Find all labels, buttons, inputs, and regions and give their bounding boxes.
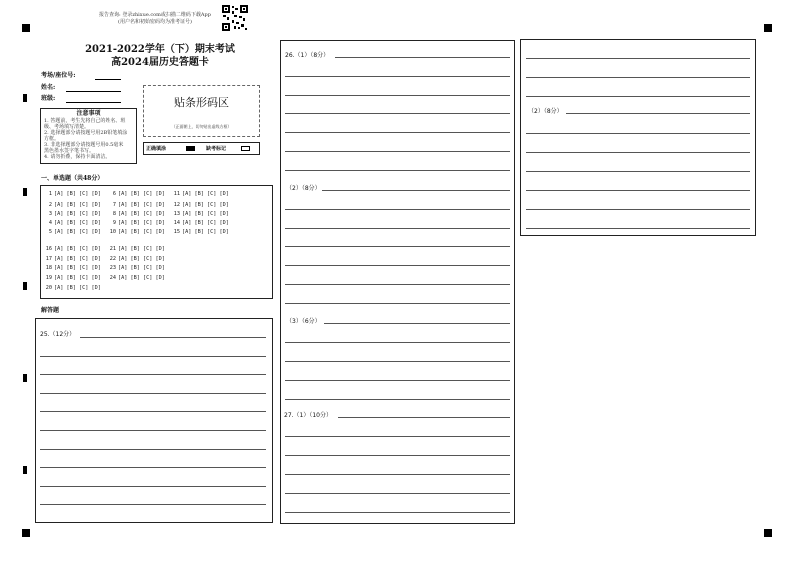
choice-question-number: 9 — [112, 220, 116, 226]
answer-line[interactable] — [526, 228, 750, 229]
barcode-note: （正面朝上，切勿贴出虚线方框） — [171, 124, 232, 129]
choice-question-number: 20 — [45, 285, 52, 291]
notice-line: 4. 请勿折叠，保持卡面清洁。 — [44, 154, 111, 160]
side-mark — [23, 466, 27, 474]
choice-question-21[interactable] — [108, 246, 165, 252]
choice-question-19[interactable] — [44, 275, 101, 281]
answer-line[interactable] — [324, 323, 510, 324]
choice-options[interactable]: [A] [B] [C] [D] — [118, 246, 165, 252]
answer-line[interactable] — [40, 504, 266, 505]
choice-question-9[interactable] — [108, 220, 165, 226]
choice-options[interactable]: [A] [B] [C] [D] — [54, 256, 101, 262]
choice-options[interactable]: [A] [B] [C] [D] — [118, 191, 165, 197]
answer-line[interactable] — [285, 436, 510, 437]
ad-line-2: (用户名和初始密码均为准考证号) — [118, 19, 192, 25]
corner-mark-top-left — [22, 24, 30, 32]
answer-line[interactable] — [526, 133, 750, 134]
choice-options[interactable]: [A] [B] [C] [D] — [182, 229, 229, 235]
q27-1-label: 27.（1）（10分） — [284, 412, 332, 419]
choice-question-number: 22 — [109, 256, 116, 262]
answer-line[interactable] — [322, 190, 510, 191]
answer-line[interactable] — [526, 152, 750, 153]
choice-question-12[interactable] — [172, 202, 229, 208]
choice-options[interactable]: [A] [B] [C] [D] — [54, 220, 101, 226]
answer-line[interactable] — [285, 209, 510, 210]
fill-legend — [143, 142, 260, 155]
choice-options[interactable]: [A] [B] [C] [D] — [118, 275, 165, 281]
answer-line[interactable] — [335, 57, 510, 58]
choice-question-13[interactable] — [172, 211, 229, 217]
answer-line[interactable] — [40, 430, 266, 431]
answer-line[interactable] — [285, 151, 510, 152]
answer-line[interactable] — [285, 399, 510, 400]
answer-line[interactable] — [338, 417, 510, 418]
notice-box — [40, 108, 137, 164]
q26-3-label: （3）（6分） — [286, 318, 321, 325]
choice-question-number: 6 — [112, 191, 116, 197]
answer-line[interactable] — [285, 132, 510, 133]
answer-line[interactable] — [285, 493, 510, 494]
choice-options[interactable]: [A] [B] [C] [D] — [54, 246, 101, 252]
answer-line[interactable] — [285, 512, 510, 513]
side-mark — [23, 94, 27, 102]
choice-question-number: 4 — [48, 220, 52, 226]
answer-line[interactable] — [285, 228, 510, 229]
choice-question-number: 10 — [109, 229, 116, 235]
choice-question-3[interactable] — [44, 211, 101, 217]
choice-options[interactable]: [A] [B] [C] [D] — [182, 202, 229, 208]
choice-question-14[interactable] — [172, 220, 229, 226]
answer-line[interactable] — [285, 76, 510, 77]
exam-seat-label: 考场/座位号: — [41, 72, 76, 79]
choice-question-23[interactable] — [108, 265, 165, 271]
answer-line[interactable] — [40, 356, 266, 357]
answer-line[interactable] — [285, 95, 510, 96]
q27-2-answer-box — [520, 39, 756, 236]
exam-title: 2021-2022学年（下）期末考试 — [85, 44, 235, 55]
choice-question-number: 16 — [45, 246, 52, 252]
choice-options[interactable]: [A] [B] [C] [D] — [54, 191, 101, 197]
answer-line[interactable] — [285, 246, 510, 247]
corner-mark-bottom-right — [764, 529, 772, 537]
answer-line[interactable] — [526, 96, 750, 97]
absent-mark-checkbox[interactable] — [241, 146, 250, 151]
choice-options[interactable]: [A] [B] [C] [D] — [54, 285, 101, 291]
answer-line[interactable] — [40, 467, 266, 468]
answer-line[interactable] — [285, 361, 510, 362]
choice-options[interactable]: [A] [B] [C] [D] — [118, 220, 165, 226]
barcode-area — [143, 85, 260, 137]
choice-question-7[interactable] — [108, 202, 165, 208]
choice-question-number: 5 — [48, 229, 52, 235]
qr-code-icon — [222, 5, 248, 31]
answer-line[interactable] — [285, 265, 510, 266]
answer-line[interactable] — [285, 303, 510, 304]
choice-question-17[interactable] — [44, 256, 101, 262]
choice-options[interactable]: [A] [B] [C] [D] — [54, 229, 101, 235]
choice-options[interactable]: [A] [B] [C] [D] — [118, 202, 165, 208]
correct-fill-sample — [186, 146, 195, 151]
notice-line: 方框。 — [44, 136, 60, 142]
answer-line[interactable] — [526, 209, 750, 210]
choice-question-number: 15 — [173, 229, 180, 235]
choice-options[interactable]: [A] [B] [C] [D] — [54, 202, 101, 208]
choice-options[interactable]: [A] [B] [C] [D] — [118, 211, 165, 217]
section-2-title: 解答题 — [41, 307, 60, 314]
corner-mark-bottom-left — [22, 529, 30, 537]
answer-line[interactable] — [285, 113, 510, 114]
choice-question-number: 8 — [112, 211, 116, 217]
notice-title: 注意事项 — [76, 110, 101, 117]
side-mark — [23, 188, 27, 196]
answer-line[interactable] — [285, 474, 510, 475]
class-label: 班级: — [41, 95, 56, 102]
ad-line-1: 报告查询: 登录zhixue.com或扫描二维码下载App — [99, 12, 211, 18]
choice-question-number: 18 — [45, 265, 52, 271]
choice-question-18[interactable] — [44, 265, 101, 271]
correct-fill-label: 正确填涂 — [146, 146, 167, 152]
class-field[interactable] — [66, 102, 121, 103]
choice-question-number: 11 — [173, 191, 180, 197]
exam-seat-field[interactable] — [95, 79, 121, 80]
choice-question-15[interactable] — [172, 229, 229, 235]
answer-line[interactable] — [40, 374, 266, 375]
q25-answer-box — [35, 318, 273, 523]
answer-line[interactable] — [40, 393, 266, 394]
choice-question-16[interactable] — [44, 246, 101, 252]
notice-line: 1. 答题前，考生先将自己的姓名、班 — [44, 118, 126, 124]
answer-line[interactable] — [526, 171, 750, 172]
answer-line[interactable] — [40, 449, 266, 450]
notice-line: 级、考场填写清楚。 — [44, 124, 90, 130]
choice-question-6[interactable] — [108, 191, 165, 197]
answer-line[interactable] — [40, 486, 266, 487]
choice-options[interactable]: [A] [B] [C] [D] — [54, 211, 101, 217]
name-field[interactable] — [66, 91, 121, 92]
answer-line[interactable] — [285, 380, 510, 381]
answer-line[interactable] — [526, 190, 750, 191]
answer-line[interactable] — [566, 113, 750, 114]
choice-options[interactable]: [A] [B] [C] [D] — [54, 275, 101, 281]
choice-options[interactable]: [A] [B] [C] [D] — [118, 265, 165, 271]
choice-options[interactable]: [A] [B] [C] [D] — [118, 229, 165, 235]
answer-line[interactable] — [285, 342, 510, 343]
notice-line: 3. 非选择题部分请按题号用0.5毫米 — [44, 142, 124, 148]
choice-question-number: 13 — [173, 211, 180, 217]
corner-mark-top-right — [764, 24, 772, 32]
choice-question-2[interactable] — [44, 202, 101, 208]
choice-question-number: 24 — [109, 275, 116, 281]
barcode-title: 贴条形码区 — [174, 96, 229, 109]
side-mark — [23, 374, 27, 382]
choice-question-5[interactable] — [44, 229, 101, 235]
answer-line[interactable] — [285, 170, 510, 171]
name-label: 姓名: — [41, 84, 56, 91]
choice-question-number: 2 — [48, 202, 52, 208]
notice-line: 2. 选择题部分请按题号用2B铅笔填涂 — [44, 130, 128, 136]
choice-question-11[interactable] — [172, 191, 229, 197]
answer-line[interactable] — [526, 77, 750, 78]
choice-question-number: 7 — [112, 202, 116, 208]
choice-question-24[interactable] — [108, 275, 165, 281]
choice-question-20[interactable] — [44, 285, 101, 291]
q26-2-label: （2）（8分） — [286, 185, 321, 192]
choice-options[interactable]: [A] [B] [C] [D] — [182, 220, 229, 226]
choice-options[interactable]: [A] [B] [C] [D] — [54, 265, 101, 271]
answer-line[interactable] — [40, 411, 266, 412]
notice-line: 黑色墨水签字笔书写。 — [44, 148, 95, 154]
choice-question-1[interactable] — [44, 191, 101, 197]
choice-question-number: 14 — [173, 220, 180, 226]
answer-line[interactable] — [285, 284, 510, 285]
choice-question-number: 3 — [48, 211, 52, 217]
choice-question-22[interactable] — [108, 256, 165, 262]
answer-line[interactable] — [80, 337, 266, 338]
answer-line[interactable] — [285, 455, 510, 456]
q27-2-label: （2）（8分） — [528, 108, 563, 115]
section-1-title: 一、单选题（共48分） — [41, 175, 104, 182]
choice-question-number: 17 — [45, 256, 52, 262]
choice-question-number: 21 — [109, 246, 116, 252]
choice-question-8[interactable] — [108, 211, 165, 217]
q26-1-label: 26.（1）（8分） — [285, 52, 330, 59]
choice-question-number: 12 — [173, 202, 180, 208]
choice-options[interactable]: [A] [B] [C] [D] — [182, 191, 229, 197]
choice-question-10[interactable] — [108, 229, 165, 235]
choice-options[interactable]: [A] [B] [C] [D] — [182, 211, 229, 217]
choice-question-4[interactable] — [44, 220, 101, 226]
side-mark — [23, 282, 27, 290]
choice-question-number: 23 — [109, 265, 116, 271]
absent-mark-label: 缺考标记 — [206, 146, 227, 152]
choice-options[interactable]: [A] [B] [C] [D] — [118, 256, 165, 262]
answer-line[interactable] — [526, 58, 750, 59]
answer-card-title: 高2024届历史答题卡 — [111, 57, 209, 68]
q25-label: 25.（12分） — [40, 331, 76, 338]
choice-question-number: 1 — [48, 191, 52, 197]
choice-question-number: 19 — [45, 275, 52, 281]
